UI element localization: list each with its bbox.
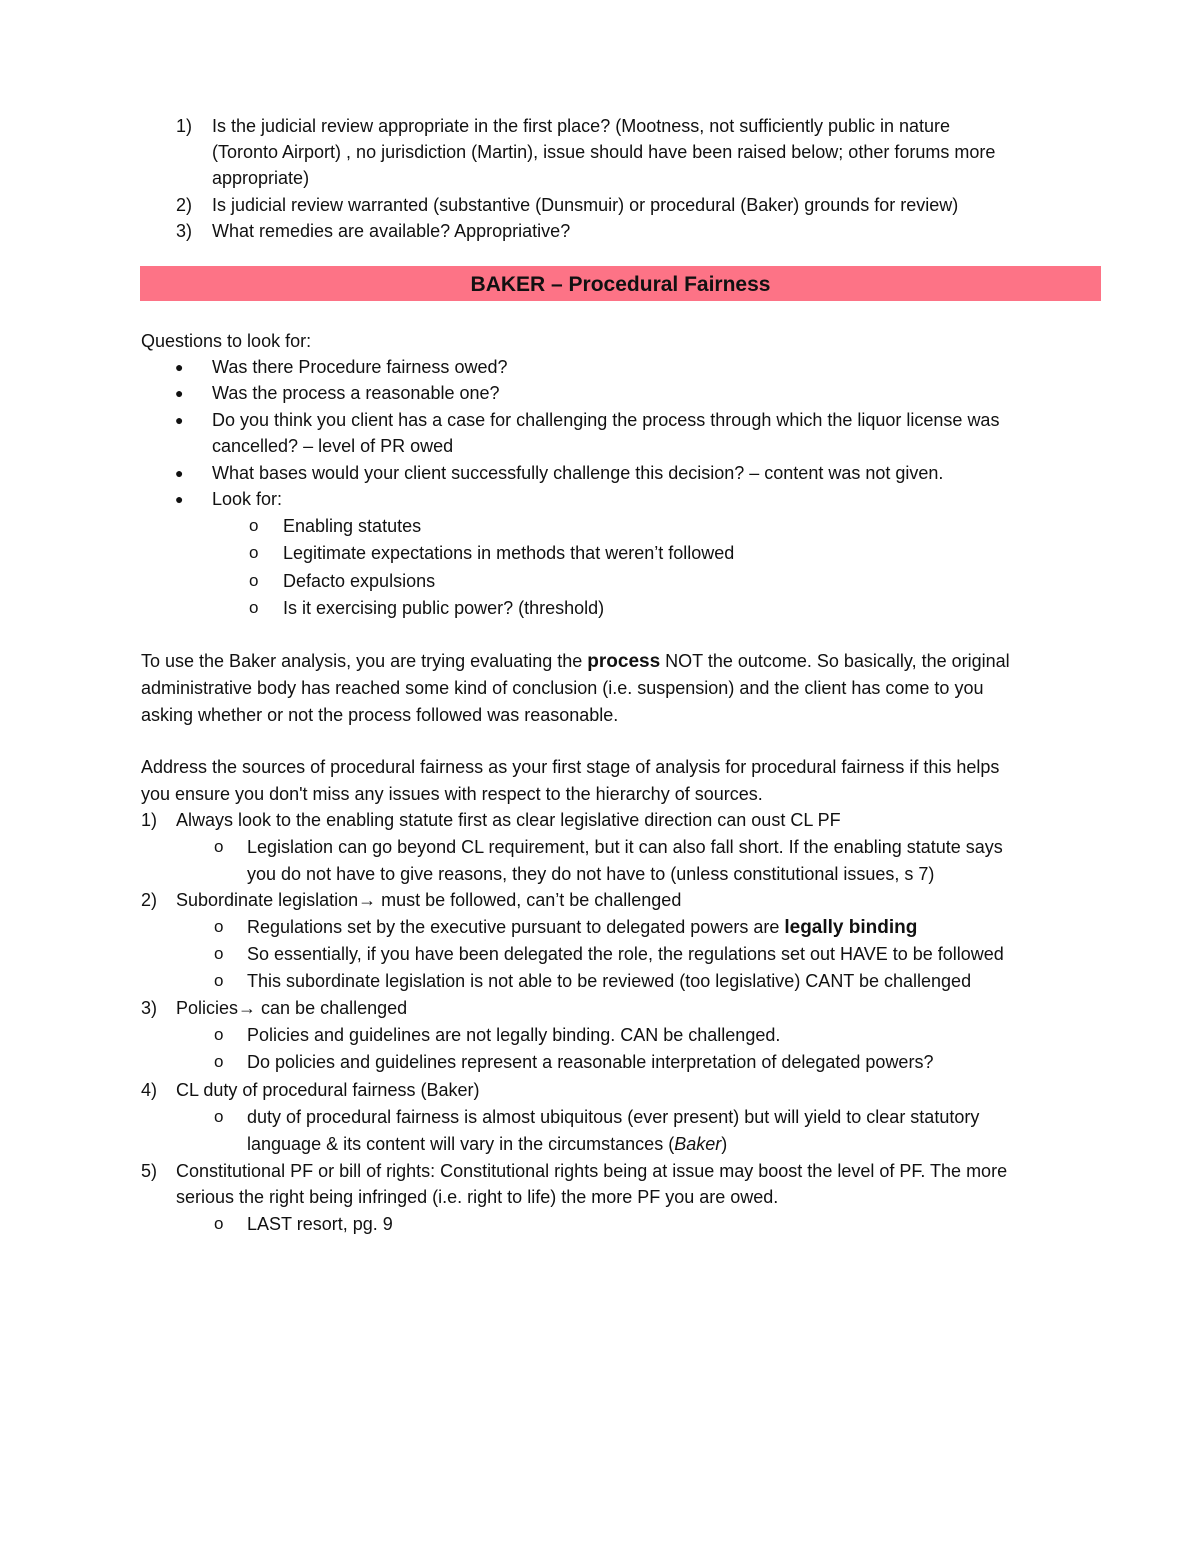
bullet-icon: ● — [175, 491, 184, 507]
intro-number-3: 3) — [176, 221, 193, 241]
source-1-detail-line-1: Legislation can go beyond CL requirement, but it can also fall short. If the enabling statute says — [247, 837, 1003, 857]
sub-bullet-icon: o — [214, 1052, 224, 1071]
emphasis-process: process — [587, 651, 661, 672]
bullet-icon: ● — [175, 385, 184, 401]
questions-heading: Questions to look for: — [141, 331, 312, 351]
source-2-detail-3: This subordinate legislation is not able to be reviewed (too legislative) CANT be challenged — [247, 971, 972, 991]
source-item-3: Policies→ can be challenged — [176, 998, 408, 1018]
source-item-2: Subordinate legislation→ must be followed, can’t be challenged — [176, 890, 682, 910]
bullet-icon: ● — [175, 465, 184, 481]
paragraph-2-line-1: Address the sources of procedural fairness as your first stage of analysis for procedural fairness if this helps — [141, 757, 1000, 777]
bullet-icon: ● — [175, 412, 184, 428]
intro-item-1-line-3: appropriate) — [212, 168, 310, 188]
sub-bullet-icon: o — [214, 837, 224, 856]
source-1-detail-line-2: you do not have to give reasons, they do not have to (unless constitutional issues, s 7) — [247, 864, 935, 884]
look-for-item: Legitimate expectations in methods that weren’t followed — [283, 543, 735, 563]
sub-bullet-icon: o — [249, 598, 259, 617]
section-banner — [140, 266, 1101, 301]
question-item: Do you think you client has a case for challenging the process through which the liquor license was — [212, 410, 1000, 430]
source-3-detail-2: Do policies and guidelines represent a reasonable interpretation of delegated powers? — [247, 1052, 934, 1072]
intro-number-1: 1) — [176, 116, 193, 136]
arrow-icon: → — [358, 890, 377, 910]
source-number-5: 5) — [141, 1161, 158, 1181]
intro-number-2: 2) — [176, 195, 193, 215]
intro-item-1-line-1: Is the judicial review appropriate in the first place? (Mootness, not sufficiently public in nature — [212, 116, 951, 136]
look-for-item: Defacto expulsions — [283, 571, 436, 591]
source-item-5-line-2: serious the right being infringed (i.e. right to life) the more PF you are owed. — [176, 1187, 779, 1207]
source-number-4: 4) — [141, 1080, 158, 1100]
source-2-detail-2: So essentially, if you have been delegated the role, the regulations set out HAVE to be followed — [247, 944, 1004, 964]
sub-bullet-icon: o — [214, 971, 224, 990]
sub-bullet-icon: o — [214, 944, 224, 963]
arrow-icon: → — [238, 998, 257, 1018]
sub-bullet-icon: o — [214, 917, 224, 936]
paragraph-1-line-3: asking whether or not the process followed was reasonable. — [141, 705, 619, 725]
source-number-2: 2) — [141, 890, 158, 910]
source-4-detail-line-2: language & its content will vary in the circumstances (Baker) — [247, 1134, 728, 1154]
intro-item-3: What remedies are available? Appropriative? — [212, 221, 571, 241]
question-item: Look for: — [212, 489, 283, 509]
sub-bullet-icon: o — [214, 1025, 224, 1044]
source-3-detail-1: Policies and guidelines are not legally binding. CAN be challenged. — [247, 1025, 781, 1045]
section-title: BAKER – Procedural Fairness — [470, 273, 771, 296]
paragraph-2-line-2: you ensure you don't miss any issues with respect to the hierarchy of sources. — [141, 784, 763, 804]
sub-bullet-icon: o — [214, 1214, 224, 1233]
paragraph-1-line-2: administrative body has reached some kind of conclusion (i.e. suspension) and the client has come to you — [141, 678, 984, 698]
question-item: Was the process a reasonable one? — [212, 383, 500, 403]
paragraph-1-line-1: To use the Baker analysis, you are trying evaluating the process NOT the outcome. So basically, the original — [141, 651, 1010, 672]
source-2-detail-1: Regulations set by the executive pursuant to delegated powers are legally binding — [247, 917, 918, 938]
intro-item-2: Is judicial review warranted (substantive (Dunsmuir) or procedural (Baker) grounds for review) — [212, 195, 959, 215]
question-item-continued: cancelled? – level of PR owed — [212, 436, 454, 456]
source-number-1: 1) — [141, 810, 158, 830]
source-number-3: 3) — [141, 998, 158, 1018]
bullet-icon: ● — [175, 359, 184, 375]
question-item: What bases would your client successfully challenge this decision? – content was not given. — [212, 463, 944, 483]
look-for-item: Is it exercising public power? (threshold) — [283, 598, 605, 618]
source-item-1: Always look to the enabling statute first as clear legislative direction can oust CL PF — [176, 810, 841, 830]
look-for-item: Enabling statutes — [283, 516, 422, 536]
intro-item-1-line-2: (Toronto Airport) , no jurisdiction (Martin), issue should have been raised below; other forums more — [212, 142, 996, 162]
source-item-4: CL duty of procedural fairness (Baker) — [176, 1080, 480, 1100]
question-item: Was there Procedure fairness owed? — [212, 357, 508, 377]
source-5-detail: LAST resort, pg. 9 — [247, 1214, 393, 1234]
emphasis-legally-binding: legally binding — [784, 917, 918, 938]
case-name-baker: Baker — [674, 1134, 722, 1154]
source-4-detail-line-1: duty of procedural fairness is almost ubiquitous (ever present) but will yield to clear statutory — [247, 1107, 980, 1127]
sub-bullet-icon: o — [249, 516, 259, 535]
source-item-5-line-1: Constitutional PF or bill of rights: Constitutional rights being at issue may boost the level of PF. The more — [176, 1161, 1008, 1181]
sub-bullet-icon: o — [249, 571, 259, 590]
sub-bullet-icon: o — [214, 1107, 224, 1126]
sub-bullet-icon: o — [249, 543, 259, 562]
